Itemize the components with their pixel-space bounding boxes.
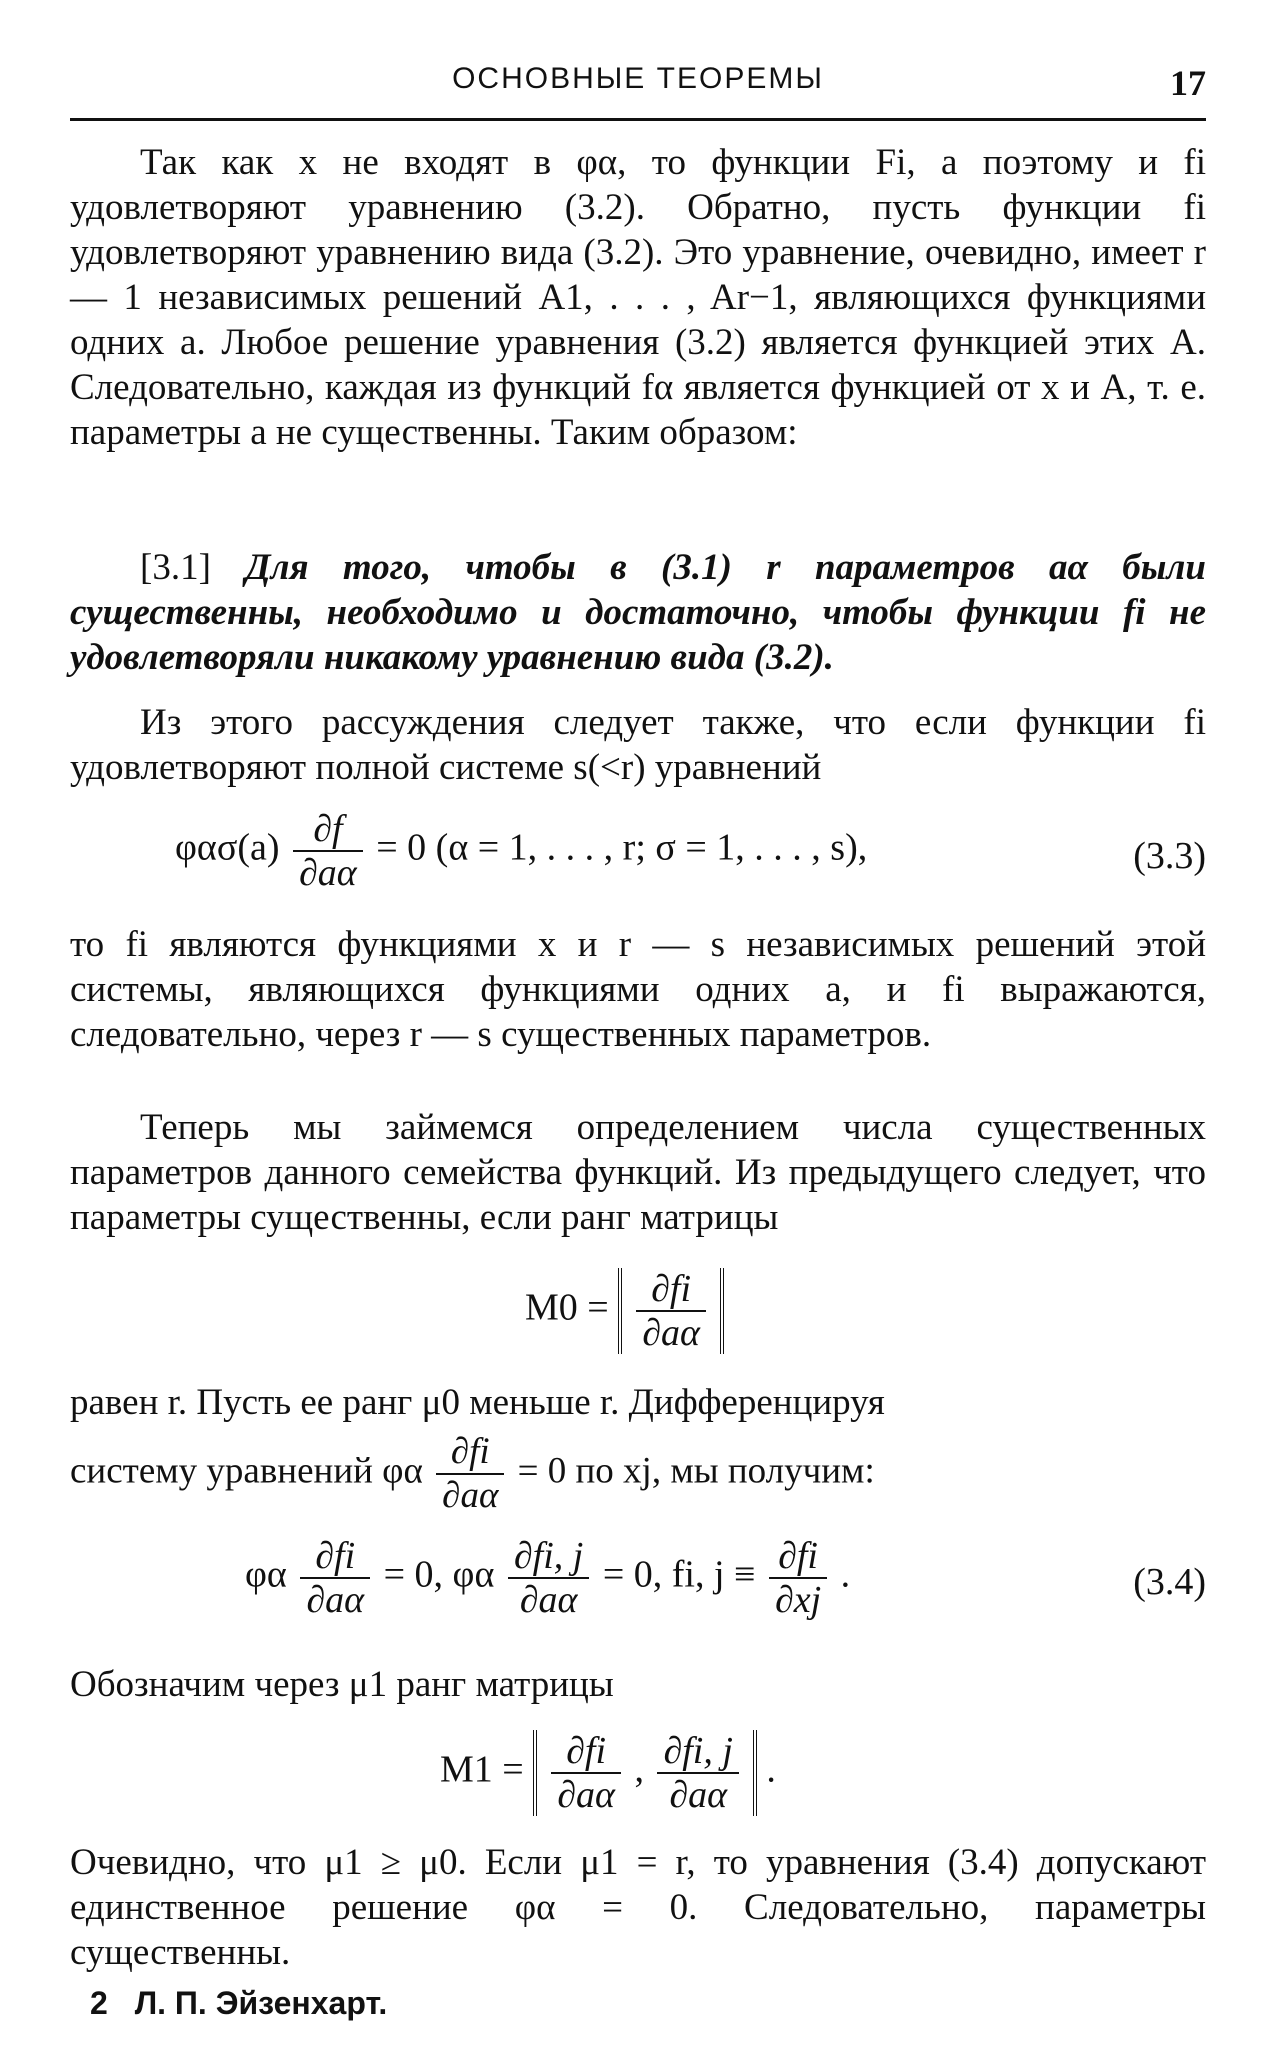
running-head	[70, 62, 1206, 112]
m1-a-denominator: ∂aα	[557, 1774, 615, 1816]
theorem-3-1	[70, 545, 1206, 680]
paragraph-1-text: Так как x не входят в φα, то функции Fi, а поэтому и fi удовлетворяют уравнению (3.2). Обратно, пусть функции fi удовлетворяют уравнению вида (3.2). Это уравнение, очевидно, имеет r — 1 независимых решений A1, . . . , Ar−1, являющихся функциями одних a. Любое решение уравнения (3.2) является функцией этих A. Следовательно, каждая из функций fα является функцией от x и A, т. е. параметры a не существенны. Таким образом:	[70, 142, 1206, 453]
paragraph-5b-suffix: = 0 по xj, мы получим:	[517, 1450, 875, 1492]
eq34-c-fraction	[769, 1535, 827, 1621]
eq33-denominator: ∂aα	[299, 852, 357, 894]
eq34-b-fraction	[508, 1535, 589, 1621]
eq34-a-denominator: ∂aα	[306, 1579, 365, 1621]
signature-footer	[90, 1985, 405, 2022]
eq34-b-numerator: ∂fi, j	[508, 1535, 589, 1579]
eq34-b-left: φα	[452, 1553, 495, 1596]
paragraph-7-text: Очевидно, что μ1 ≥ μ0. Если μ1 = r, то уравнения (3.4) допускают единственное решение φα = 0. Следовательно, параметры существенны.	[70, 1842, 1206, 1973]
paragraph-3-text: то fi являются функциями x и r — s независимых решений этой системы, являющихся функциями одних a, и fi выражаются, следовательно, через r — s существенных параметров.	[70, 924, 1206, 1055]
paragraph-4	[70, 1105, 1206, 1240]
m1-separator: ,	[634, 1748, 644, 1791]
theorem-number: [3.1]	[140, 547, 211, 588]
m0-fraction	[636, 1268, 706, 1354]
header-rule	[70, 118, 1206, 121]
paragraph-5b-fraction	[436, 1431, 504, 1517]
running-title: ОСНОВНЫЕ ТЕОРЕМЫ	[452, 62, 824, 95]
eq34-b-right: = 0,	[602, 1553, 663, 1596]
paragraph-4-text: Теперь мы займемся определением числа существенных параметров данного семейства функций. Из предыдущего следует, что параметры существенны, если ранг матрицы	[70, 1107, 1206, 1238]
m1-b-denominator: ∂aα	[669, 1774, 728, 1816]
paragraph-7	[70, 1840, 1206, 1975]
equation-number-3-4: (3.4)	[1133, 1561, 1206, 1603]
m1-a-numerator: ∂fi	[551, 1730, 621, 1774]
eq34-a-left: φα	[245, 1553, 287, 1596]
paragraph-5	[70, 1380, 1206, 1517]
m1-norm	[533, 1730, 757, 1816]
m1-a-fraction	[551, 1730, 621, 1816]
eq33-right: = 0 (α = 1, . . . , r; σ = 1, . . . , s),	[376, 826, 868, 869]
equation-3-3	[175, 808, 867, 894]
eq33-numerator: ∂f	[293, 808, 363, 852]
paragraph-5b-prefix: систему уравнений φα	[70, 1450, 423, 1492]
m0-norm	[618, 1268, 724, 1354]
paragraph-5b-denominator: ∂aα	[442, 1475, 499, 1516]
matrix-m1	[440, 1730, 776, 1816]
eq33-left: φασ(a)	[175, 826, 280, 869]
m1-left: M1 =	[440, 1748, 524, 1791]
eq34-a-right: = 0,	[383, 1553, 444, 1596]
m0-denominator: ∂aα	[642, 1312, 700, 1354]
eq33-fraction	[293, 808, 363, 894]
eq34-b-denominator: ∂aα	[519, 1579, 578, 1621]
m1-b-fraction	[657, 1730, 738, 1816]
page-number: 17	[1170, 63, 1206, 103]
paragraph-3	[70, 922, 1206, 1057]
theorem-text: Для того, чтобы в (3.1) r параметров aα были существенны, необходимо и достаточно, чтобы функции fi не удовлетворяли никакому уравнению вида (3.2).	[70, 547, 1206, 678]
signature-number: 2	[90, 1985, 108, 2021]
paragraph-5b-numerator: ∂fi	[436, 1431, 504, 1475]
paragraph-5a-text: равен r. Пусть ее ранг μ0 меньше r. Дифференцируя	[70, 1382, 885, 1423]
paragraph-2-text: Из этого рассуждения следует также, что если функции fi удовлетворяют полной системе s(<r) уравнений	[70, 702, 1206, 788]
paragraph-6-text: Обозначим через μ1 ранг матрицы	[70, 1664, 614, 1705]
paragraph-2	[70, 700, 1206, 790]
eq34-a-fraction	[300, 1535, 370, 1621]
eq34-c-right: .	[840, 1553, 851, 1596]
matrix-m0	[525, 1268, 724, 1354]
paragraph-1	[70, 140, 1206, 455]
m1-b-numerator: ∂fi, j	[657, 1730, 738, 1774]
m1-end: .	[766, 1748, 776, 1791]
equation-3-4	[245, 1535, 850, 1621]
eq34-c-denominator: ∂xj	[774, 1579, 822, 1621]
equation-number-3-3: (3.3)	[1133, 835, 1206, 877]
eq34-c-left: fi, j ≡	[671, 1553, 756, 1596]
eq34-a-numerator: ∂fi	[300, 1535, 370, 1579]
paragraph-6	[70, 1662, 1206, 1707]
paragraph-5b	[70, 1431, 1206, 1517]
signature-author: Л. П. Эйзенхарт.	[134, 1985, 388, 2021]
eq34-c-numerator: ∂fi	[769, 1535, 827, 1579]
m0-numerator: ∂fi	[636, 1268, 706, 1312]
m0-left: M0 =	[525, 1286, 609, 1329]
